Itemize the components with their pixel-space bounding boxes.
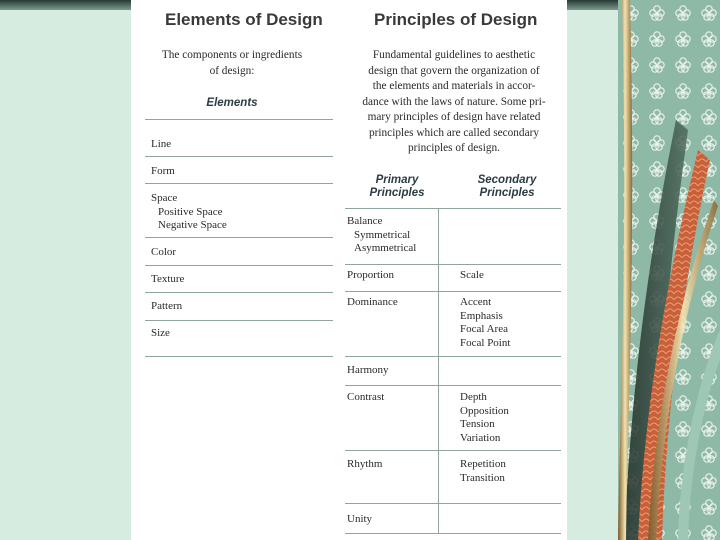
column-divider (438, 209, 439, 534)
elements-column (145, 0, 335, 540)
principle-row-contrast: Contrast (347, 391, 385, 403)
secondary-item: Tension (460, 418, 495, 430)
intro-line: the elements and materials in accor- (372, 80, 536, 92)
divider (345, 291, 561, 292)
divider (345, 356, 561, 357)
list-item-line: Line (151, 138, 172, 150)
principles-column (345, 0, 563, 540)
secondary-principles-header (457, 174, 557, 200)
secondary-dominance-list (460, 296, 510, 350)
secondary-item: Variation (460, 431, 501, 444)
principle-row-unity: Unity (347, 513, 373, 525)
principle-row-dominance: Dominance (347, 296, 398, 308)
divider (345, 503, 561, 504)
intro-line: dance with the laws of nature. Some pri- (362, 95, 546, 108)
intro-line: principles which are called secondary (368, 126, 539, 139)
divider (345, 450, 561, 451)
divider (345, 208, 561, 209)
principle-row-proportion: Proportion (347, 269, 395, 281)
divider (145, 156, 333, 157)
secondary-contrast-list (460, 391, 509, 445)
intro-line: of design: (209, 64, 255, 77)
secondary-scale: Scale (460, 269, 484, 281)
divider (345, 385, 561, 386)
secondary-rhythm-list (460, 458, 506, 485)
list-item-size: Size (151, 327, 170, 339)
secondary-item: Focal Point (460, 336, 511, 349)
secondary-item: Repetition (460, 458, 506, 470)
divider (145, 320, 333, 321)
intro-line: The components or ingredients (161, 49, 303, 61)
list-item-pattern: Pattern (151, 300, 183, 312)
divider (145, 292, 333, 293)
principles-intro (345, 48, 563, 157)
secondary-item: Opposition (460, 404, 509, 417)
intro-line: principles of design. (408, 142, 500, 154)
header-line: Principles (479, 187, 535, 199)
header-line: Principles (369, 187, 425, 199)
design-chart-page (131, 0, 567, 540)
secondary-item: Depth (460, 391, 487, 403)
divider (145, 356, 333, 357)
list-item-space (151, 192, 227, 233)
primary-label: Balance (347, 215, 383, 227)
principle-row-balance (347, 215, 416, 256)
list-item-texture: Texture (151, 273, 185, 285)
header-line: Secondary (477, 174, 537, 186)
list-item-form: Form (151, 165, 175, 177)
divider (145, 119, 333, 120)
secondary-item: Transition (460, 471, 505, 484)
principle-row-rhythm: Rhythm (347, 458, 383, 470)
secondary-item: Emphasis (460, 309, 503, 322)
intro-line: Fundamental guidelines to aesthetic (372, 49, 536, 61)
elements-subheading: Elements (206, 97, 258, 109)
primary-sub: Symmetrical (354, 228, 411, 241)
divider (145, 183, 333, 184)
primary-sub: Asymmetrical (354, 242, 417, 254)
principle-row-harmony: Harmony (347, 364, 389, 376)
elements-intro (145, 48, 319, 79)
divider (145, 237, 333, 238)
divider (145, 265, 333, 266)
divider (345, 533, 561, 534)
elements-title: Elements of Design (165, 10, 323, 29)
header-line: Primary (375, 174, 419, 186)
secondary-item: Accent (460, 296, 492, 308)
divider (345, 264, 561, 265)
item-sub: Positive Space (158, 205, 223, 218)
intro-line: design that govern the organization of (368, 64, 540, 77)
primary-principles-header (351, 174, 443, 200)
list-item-color: Color (151, 246, 177, 258)
floral-ribbon-decoration (618, 0, 720, 540)
intro-line: mary principles of design have related (367, 111, 541, 123)
item-label: Space (151, 192, 178, 204)
secondary-item: Focal Area (460, 323, 508, 335)
item-sub: Negative Space (158, 219, 227, 231)
principles-title: Principles of Design (374, 10, 538, 29)
